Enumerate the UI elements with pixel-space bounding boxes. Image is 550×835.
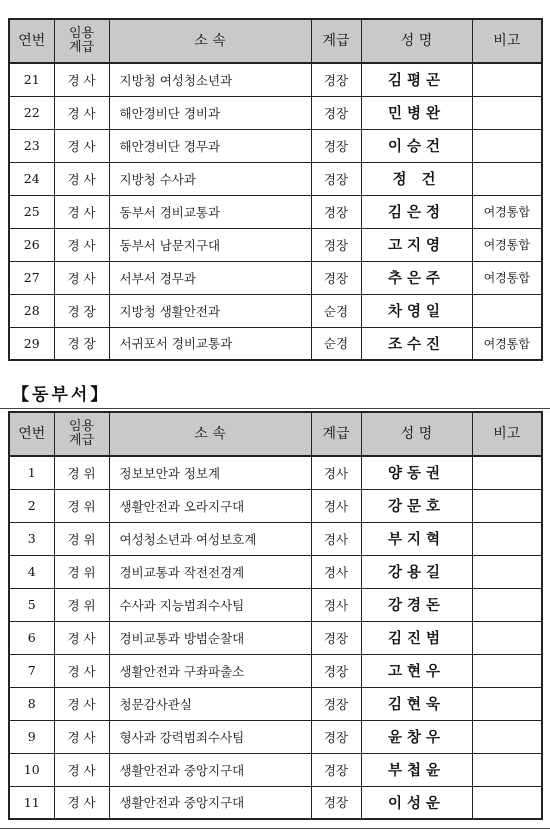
cell-note [472,63,542,96]
cell-affiliation: 해안경비단 경비과 [109,96,311,129]
header-name: 성 명 [361,412,472,456]
cell-no: 7 [9,654,54,687]
cell-rank: 경장 [311,753,361,786]
cell-note [472,720,542,753]
cell-name: 부지혁 [361,522,472,555]
cell-rank: 경장 [311,720,361,753]
table-row [9,588,542,621]
cell-appoint-rank: 경 장 [54,327,109,360]
cell-note: 여경통합 [472,228,542,261]
roster-table-2 [8,411,543,820]
cell-name: 윤창우 [361,720,472,753]
cell-no: 2 [9,489,54,522]
table-row [9,654,542,687]
cell-note [472,621,542,654]
cell-no: 25 [9,195,54,228]
cell-affiliation: 생활안전과 구좌파출소 [109,654,311,687]
cell-rank: 경장 [311,96,361,129]
cell-name: 이성운 [361,786,472,819]
cell-rank: 경장 [311,687,361,720]
cell-affiliation: 서귀포서 경비교통과 [109,327,311,360]
cell-affiliation: 수사과 지능범죄수사팀 [109,588,311,621]
table-row [9,162,542,195]
cell-affiliation: 생활안전과 중앙지구대 [109,753,311,786]
cell-name: 고현우 [361,654,472,687]
cell-no: 22 [9,96,54,129]
header-note: 비고 [472,19,542,63]
table-row [9,786,542,819]
cell-note [472,555,542,588]
cell-rank: 경장 [311,129,361,162]
cell-no: 27 [9,261,54,294]
table-row [9,96,542,129]
cell-note [472,753,542,786]
header-appoint-rank-line1: 임용 [68,26,95,42]
cell-note [472,588,542,621]
cell-appoint-rank: 경 장 [54,294,109,327]
cell-note [472,489,542,522]
cell-no: 29 [9,327,54,360]
cell-no: 6 [9,621,54,654]
cell-no: 28 [9,294,54,327]
cell-appoint-rank: 경 사 [54,129,109,162]
cell-name: 김은정 [361,195,472,228]
cell-appoint-rank: 경 사 [54,720,109,753]
cell-appoint-rank: 경 사 [54,687,109,720]
cell-no: 1 [9,456,54,489]
page-bottom-rule [0,828,550,829]
table-row [9,294,542,327]
cell-affiliation: 동부서 남문지구대 [109,228,311,261]
cell-appoint-rank: 경 사 [54,654,109,687]
section-title-dongbu: 【동부서】 [12,385,111,405]
cell-no: 9 [9,720,54,753]
cell-no: 26 [9,228,54,261]
cell-appoint-rank: 경 사 [54,63,109,96]
cell-name: 김평곤 [361,63,472,96]
table-header-row [9,19,542,63]
cell-note [472,96,542,129]
table-header-row [9,412,542,456]
header-appoint-rank [54,412,109,456]
cell-rank: 경사 [311,489,361,522]
cell-name: 부첩윤 [361,753,472,786]
cell-affiliation: 청문감사관실 [109,687,311,720]
cell-affiliation: 지방청 생활안전과 [109,294,311,327]
cell-rank: 경사 [311,456,361,489]
table-row [9,327,542,360]
cell-note [472,786,542,819]
cell-name: 김현욱 [361,687,472,720]
cell-note [472,654,542,687]
cell-no: 23 [9,129,54,162]
table-row [9,261,542,294]
header-appoint-rank [54,19,109,63]
cell-appoint-rank: 경 위 [54,588,109,621]
cell-rank: 경사 [311,588,361,621]
header-appoint-rank-line2: 계급 [68,433,95,448]
cell-rank: 경장 [311,195,361,228]
cell-name: 조수진 [361,327,472,360]
table-row [9,456,542,489]
cell-rank: 순경 [311,294,361,327]
table-row [9,195,542,228]
cell-note: 여경통합 [472,327,542,360]
cell-appoint-rank: 경 사 [54,162,109,195]
cell-appoint-rank: 경 위 [54,456,109,489]
cell-name: 차영일 [361,294,472,327]
cell-appoint-rank: 경 사 [54,195,109,228]
cell-rank: 경장 [311,621,361,654]
cell-affiliation: 해안경비단 경무과 [109,129,311,162]
header-affiliation: 소 속 [109,412,311,456]
cell-name: 이승건 [361,129,472,162]
cell-appoint-rank: 경 사 [54,261,109,294]
cell-appoint-rank: 경 사 [54,753,109,786]
cell-no: 24 [9,162,54,195]
cell-rank: 순경 [311,327,361,360]
table-row [9,522,542,555]
table-row [9,621,542,654]
cell-name: 추은주 [361,261,472,294]
roster-table-1 [8,18,543,361]
cell-appoint-rank: 경 사 [54,786,109,819]
cell-rank: 경장 [311,228,361,261]
cell-note [472,456,542,489]
cell-no: 21 [9,63,54,96]
cell-no: 8 [9,687,54,720]
cell-note [472,129,542,162]
header-no: 연번 [9,412,54,456]
cell-rank: 경장 [311,63,361,96]
cell-name: 강문호 [361,489,472,522]
cell-rank: 경장 [311,786,361,819]
cell-affiliation: 정보보안과 정보계 [109,456,311,489]
cell-name: 고지영 [361,228,472,261]
section-divider [0,408,550,409]
header-name: 성 명 [361,19,472,63]
cell-name: 양동권 [361,456,472,489]
cell-appoint-rank: 경 사 [54,228,109,261]
cell-affiliation: 여성청소년과 여성보호계 [109,522,311,555]
header-note: 비고 [472,412,542,456]
header-appoint-rank-line1: 임용 [68,419,95,435]
cell-no: 4 [9,555,54,588]
cell-no: 10 [9,753,54,786]
cell-name: 강용길 [361,555,472,588]
cell-affiliation: 경비교통과 방범순찰대 [109,621,311,654]
cell-appoint-rank: 경 위 [54,489,109,522]
cell-name: 민병완 [361,96,472,129]
cell-affiliation: 지방청 여성청소년과 [109,63,311,96]
cell-note [472,522,542,555]
cell-affiliation: 경비교통과 작전전경계 [109,555,311,588]
table-row [9,720,542,753]
cell-appoint-rank: 경 위 [54,522,109,555]
cell-rank: 경사 [311,522,361,555]
cell-name: 강경돈 [361,588,472,621]
cell-rank: 경사 [311,555,361,588]
table-row [9,129,542,162]
cell-appoint-rank: 경 사 [54,621,109,654]
cell-rank: 경장 [311,261,361,294]
cell-name: 김진범 [361,621,472,654]
cell-no: 11 [9,786,54,819]
cell-note [472,294,542,327]
header-affiliation: 소 속 [109,19,311,63]
cell-rank: 경장 [311,654,361,687]
table-row [9,753,542,786]
header-rank: 계급 [311,19,361,63]
cell-affiliation: 형사과 강력범죄수사팀 [109,720,311,753]
header-no: 연번 [9,19,54,63]
cell-appoint-rank: 경 사 [54,96,109,129]
cell-affiliation: 동부서 경비교통과 [109,195,311,228]
cell-note [472,687,542,720]
header-rank: 계급 [311,412,361,456]
cell-rank: 경장 [311,162,361,195]
table-row [9,489,542,522]
cell-no: 5 [9,588,54,621]
cell-affiliation: 지방청 수사과 [109,162,311,195]
cell-note: 여경통합 [472,261,542,294]
cell-affiliation: 생활안전과 중앙지구대 [109,786,311,819]
cell-appoint-rank: 경 위 [54,555,109,588]
cell-note: 여경통합 [472,195,542,228]
header-appoint-rank-line2: 계급 [68,40,95,55]
cell-no: 3 [9,522,54,555]
cell-affiliation: 생활안전과 오라지구대 [109,489,311,522]
cell-note [472,162,542,195]
table-row [9,228,542,261]
table-row [9,63,542,96]
table-row [9,687,542,720]
table-row [9,555,542,588]
cell-affiliation: 서부서 경무과 [109,261,311,294]
cell-name: 정 건 [361,162,472,195]
